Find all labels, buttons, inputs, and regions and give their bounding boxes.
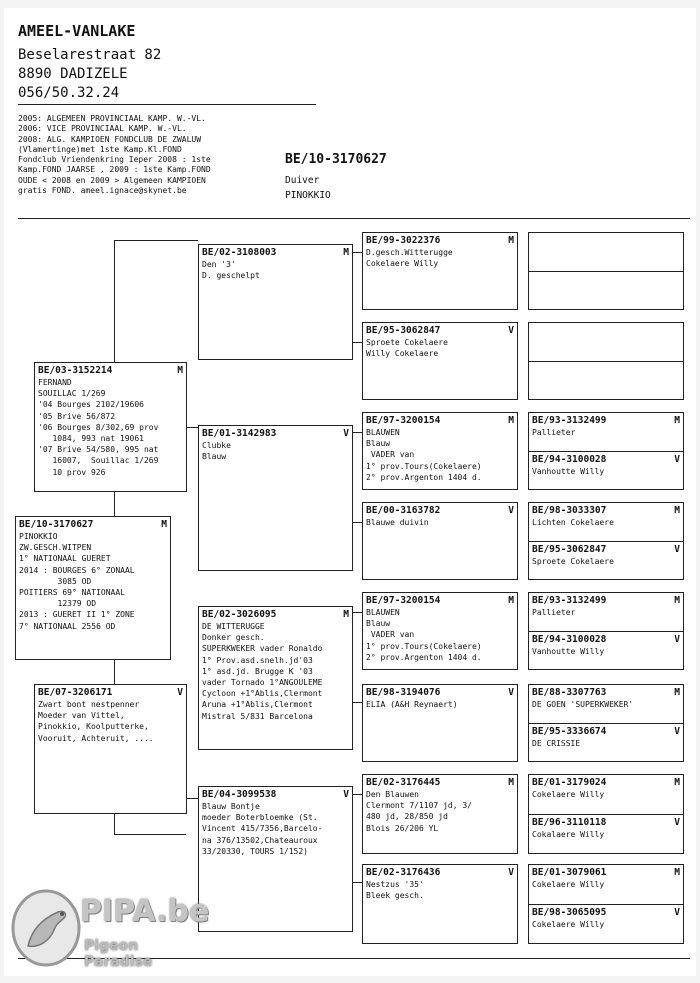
- gen4-pair-3[interactable]: [528, 412, 684, 490]
- box-line: moeder Boterbloemke (St.: [202, 813, 318, 823]
- box-line: 1° Prov.asd.snelh.jd'03: [202, 655, 313, 665]
- gen4-pair-5[interactable]: [528, 592, 684, 670]
- box-line: 7° NATIONAAL 2556 OD: [19, 621, 116, 631]
- achievements-list: [18, 114, 278, 196]
- box-line: DE CRISSIE: [532, 739, 581, 748]
- connector: [186, 427, 198, 428]
- box-line: Blauw: [366, 439, 391, 449]
- sex-marker: M: [343, 247, 349, 258]
- dam-sire-box[interactable]: [198, 606, 353, 750]
- box-line: 1° prov.Tours(Cokelaere): [366, 461, 482, 471]
- sex-marker: V: [674, 907, 680, 918]
- sex-marker: V: [343, 428, 349, 439]
- box-line: SUPERKWEKER vader Ronaldo: [202, 644, 323, 654]
- box-line: 33/20330, TOURS 1/152): [202, 846, 308, 856]
- box-line: D. geschelpt: [202, 271, 260, 281]
- ring-number: BE/93-3132499: [532, 595, 607, 606]
- sex-marker: V: [674, 726, 680, 737]
- box-line: Den '3': [202, 260, 236, 269]
- box-line: Vanhoutte Willy: [532, 647, 605, 656]
- pigeon-icon: [10, 888, 82, 968]
- box-line: Donker gesch.: [202, 633, 265, 643]
- box-line: 2014 : BOURGES 6° ZONAAL: [19, 565, 135, 575]
- box-line: Blauw: [366, 619, 391, 629]
- gen4-pair-4[interactable]: [528, 502, 684, 580]
- achievement-line: 2008: ALG. KAMPIOEN FONDCLUB DE ZWALUW: [18, 134, 202, 144]
- achievement-line: gratis FOND. ameel.ignace@skynet.be: [18, 186, 187, 196]
- gen4-pair-8[interactable]: [528, 864, 684, 944]
- sdd-box[interactable]: [362, 502, 518, 580]
- pair-divider: [529, 271, 683, 272]
- dam-dam-box[interactable]: [198, 786, 353, 932]
- ddd-box[interactable]: [362, 864, 518, 944]
- sex-marker: M: [508, 415, 514, 426]
- ring-number: BE/02-3108003: [202, 247, 277, 258]
- sex-marker: M: [177, 365, 183, 376]
- box-line: 2° prov.Argenton 1404 d.: [366, 652, 482, 662]
- box-line: na 376/13502,Chateauroux: [202, 835, 318, 845]
- ring-number: BE/03-3152214: [38, 365, 113, 376]
- dss-box[interactable]: [362, 592, 518, 670]
- header-divider: [18, 104, 316, 105]
- box-line: 3085 OD: [19, 576, 92, 586]
- section-divider: [18, 218, 690, 219]
- breeder-phone: 056/50.32.24: [18, 85, 120, 101]
- sex-marker: M: [508, 235, 514, 246]
- box-line: Nestzus '35': [366, 880, 424, 889]
- box-line: Cokalaere Willy: [532, 830, 605, 839]
- connector: [114, 660, 115, 684]
- box-line: PINOKKIO: [19, 532, 58, 541]
- box-line: SOUILLAC 1/269: [38, 389, 106, 399]
- box-line: '04 Bourges 2102/19606: [38, 400, 144, 410]
- connector: [114, 834, 186, 835]
- box-line: POITIERS 69° NATIONAAL: [19, 588, 125, 598]
- ring-number: BE/00-3163782: [366, 505, 441, 516]
- ring-number: BE/98-3194076: [366, 687, 441, 698]
- sex-marker: M: [674, 867, 680, 878]
- breeder-name: AMEEL-VANLAKE: [18, 22, 136, 40]
- box-line: Sproete Cokelaere: [532, 557, 614, 566]
- subject-box[interactable]: [15, 516, 171, 660]
- connector: [186, 798, 198, 799]
- box-line: 480 jd, 28/850 jd: [366, 812, 448, 822]
- connector: [352, 432, 362, 433]
- gen4-pair-7[interactable]: [528, 774, 684, 854]
- pipa-logo[interactable]: [10, 888, 210, 970]
- box-line: Cokelaere Willy: [532, 920, 605, 929]
- subject-ring-number: BE/10-3170627: [285, 152, 387, 167]
- box-line: Cokelaere Willy: [366, 259, 439, 269]
- box-line: Lichten Cokelaere: [532, 518, 614, 527]
- ring-number: BE/01-3142983: [202, 428, 277, 439]
- ring-number: BE/07-3206171: [38, 687, 113, 698]
- box-line: Cycloon +1°Ablis,Clermont: [202, 689, 323, 699]
- gen4-pair-2[interactable]: [528, 322, 684, 400]
- logo-subtitle: Pigeon Paradise: [84, 938, 153, 970]
- gen4-pair-1[interactable]: [528, 232, 684, 310]
- ring-number: BE/02-3026095: [202, 609, 277, 620]
- ring-number: BE/99-3022376: [366, 235, 441, 246]
- box-line: Clubke: [202, 441, 231, 450]
- subject-type: Duiver: [285, 175, 320, 186]
- box-line: Clermont 7/1107 jd, 3/: [366, 801, 472, 811]
- box-line: Vooruit, Achteruit, ....: [38, 733, 154, 743]
- connector: [352, 882, 362, 883]
- box-line: ELIA (A&H Reynaert): [366, 700, 458, 709]
- subject-name: PINOKKIO: [285, 190, 331, 201]
- box-line: 2013 : GUERET II 1° ZONE: [19, 610, 135, 620]
- box-line: Mistral 5/831 Barcelona: [202, 711, 313, 721]
- sds-box[interactable]: [362, 412, 518, 490]
- breeder-city: 8890 DADIZELE: [18, 66, 128, 82]
- ssd-box[interactable]: [362, 322, 518, 400]
- achievement-line: (Vlamertinge)met 1ste Kamp.Kl.FOND: [18, 144, 182, 154]
- sex-marker: V: [674, 454, 680, 465]
- connector: [114, 814, 115, 834]
- box-line: BLAUWEN: [366, 608, 400, 617]
- box-line: Bleek gesch.: [366, 891, 424, 901]
- ring-number: BE/02-3176445: [366, 777, 441, 788]
- box-line: Pallieter: [532, 608, 576, 617]
- box-line: ZW.GESCH.WITPEN: [19, 543, 92, 553]
- box-line: '06 Bourges 8/302,69 prov: [38, 422, 159, 432]
- dds-box[interactable]: [362, 774, 518, 854]
- dsd-box[interactable]: [362, 684, 518, 762]
- box-line: Blois 26/206 YL: [366, 823, 439, 833]
- connector: [352, 702, 362, 703]
- sire-sire-box[interactable]: [198, 244, 353, 360]
- box-line: VADER van: [366, 450, 415, 460]
- box-line: VADER van: [366, 630, 415, 640]
- ring-number: BE/94-3100028: [532, 634, 607, 645]
- dam-box[interactable]: [34, 684, 187, 814]
- pair-divider: [529, 361, 683, 362]
- logo-text: PIPA.be: [80, 894, 210, 929]
- box-line: 1084, 993 nat 19061: [38, 434, 144, 444]
- connector: [114, 492, 115, 518]
- achievement-line: Fondclub Vriendenkring Ieper 2008 : 1ste: [18, 155, 211, 165]
- ring-number: BE/04-3099538: [202, 789, 277, 800]
- ring-number: BE/94-3100028: [532, 454, 607, 465]
- box-line: Willy Cokelaere: [366, 349, 439, 359]
- box-line: DE WITTERUGGE: [202, 622, 265, 631]
- sex-marker: V: [343, 789, 349, 800]
- sex-marker: M: [674, 595, 680, 606]
- breeder-street: Beselarestraat 82: [18, 47, 162, 63]
- box-line: Blauw: [202, 452, 227, 462]
- sex-marker: M: [508, 595, 514, 606]
- sex-marker: V: [674, 544, 680, 555]
- sex-marker: M: [161, 519, 167, 530]
- box-line: 12379 OD: [19, 599, 97, 609]
- sex-marker: V: [508, 325, 514, 336]
- box-line: 2° prov.Argenton 1404 d.: [366, 472, 482, 482]
- gen4-pair-6[interactable]: [528, 684, 684, 762]
- ring-number: BE/97-3200154: [366, 595, 441, 606]
- sex-marker: M: [343, 609, 349, 620]
- box-line: vader Tornado 1°ANGOULEME: [202, 678, 323, 688]
- box-line: Den Blauwen: [366, 790, 419, 799]
- sss-box[interactable]: [362, 232, 518, 310]
- box-line: Zwart bont nestpenner: [38, 700, 140, 709]
- achievement-line: 2005: ALGEMEEN PROVINCIAAL KAMP. W.-VL.: [18, 114, 206, 123]
- box-line: Aruna +1°Ablis,Clermont: [202, 700, 313, 710]
- achievement-line: Kamp.FOND JAARSE , 2009 : 1ste Kamp.FOND: [18, 165, 211, 175]
- sex-marker: M: [674, 687, 680, 698]
- box-line: 1° NATIONAAL GUERET: [19, 554, 111, 564]
- sex-marker: M: [508, 777, 514, 788]
- sex-marker: M: [674, 505, 680, 516]
- box-line: 1° asd.jd. Brugge K '03: [202, 666, 313, 676]
- box-line: 16007, Souillac 1/269: [38, 456, 159, 466]
- box-line: FERNAND: [38, 378, 72, 387]
- connector: [114, 240, 115, 362]
- connector: [114, 240, 198, 241]
- sex-marker: M: [674, 777, 680, 788]
- box-line: Moeder van Vittel,: [38, 711, 125, 721]
- box-line: Cokelaere Willy: [532, 880, 605, 889]
- ring-number: BE/01-3079061: [532, 867, 607, 878]
- sex-marker: V: [508, 505, 514, 516]
- ring-number: BE/96-3110118: [532, 817, 607, 828]
- connector: [352, 522, 362, 523]
- box-line: Vincent 415/7356,Barcelo-: [202, 824, 323, 834]
- box-line: Pinokkio, Koolputterke,: [38, 722, 149, 732]
- ring-number: BE/98-3033307: [532, 505, 607, 516]
- connector: [352, 794, 362, 795]
- box-line: D.gesch.Witterugge: [366, 248, 453, 257]
- ring-number: BE/95-3062847: [366, 325, 441, 336]
- box-line: Blauw Bontje: [202, 802, 260, 811]
- ring-number: BE/02-3176436: [366, 867, 441, 878]
- box-line: Cokelaere Willy: [532, 790, 605, 799]
- box-line: Pallieter: [532, 428, 576, 437]
- sex-marker: V: [674, 817, 680, 828]
- box-line: Sproete Cokelaere: [366, 338, 448, 347]
- box-line: '07 Brive 54/580, 995 nat: [38, 445, 159, 455]
- ring-number: BE/95-3062847: [532, 544, 607, 555]
- box-line: BLAUWEN: [366, 428, 400, 437]
- ring-number: BE/95-3336674: [532, 726, 607, 737]
- sex-marker: V: [508, 867, 514, 878]
- sex-marker: M: [674, 415, 680, 426]
- sire-box[interactable]: [34, 362, 187, 492]
- connector: [352, 612, 362, 613]
- box-line: Vanhoutte Willy: [532, 467, 605, 476]
- sire-dam-box[interactable]: [198, 425, 353, 571]
- ring-number: BE/98-3065095: [532, 907, 607, 918]
- sex-marker: V: [177, 687, 183, 698]
- connector: [352, 252, 362, 253]
- connector: [352, 342, 362, 343]
- sex-marker: V: [674, 634, 680, 645]
- achievement-line: 2006: VICE PROVINCIAAL KAMP. W.-VL.: [18, 124, 187, 134]
- box-line: DE GOEN 'SUPERKWEKER': [532, 700, 634, 709]
- ring-number: BE/93-3132499: [532, 415, 607, 426]
- box-line: 1° prov.Tours(Cokelaere): [366, 641, 482, 651]
- box-line: '05 Brive 56/872: [38, 411, 116, 421]
- ring-number: BE/97-3200154: [366, 415, 441, 426]
- sex-marker: V: [508, 687, 514, 698]
- achievement-line: OUDE < 2008 en 2009 > Algemeen KAMPIOEN: [18, 175, 206, 185]
- ring-number: BE/10-3170627: [19, 519, 94, 530]
- box-line: 10 prov 926: [38, 467, 106, 477]
- ring-number: BE/01-3179024: [532, 777, 607, 788]
- ring-number: BE/88-3307763: [532, 687, 607, 698]
- box-line: Blauwe duivin: [366, 518, 429, 527]
